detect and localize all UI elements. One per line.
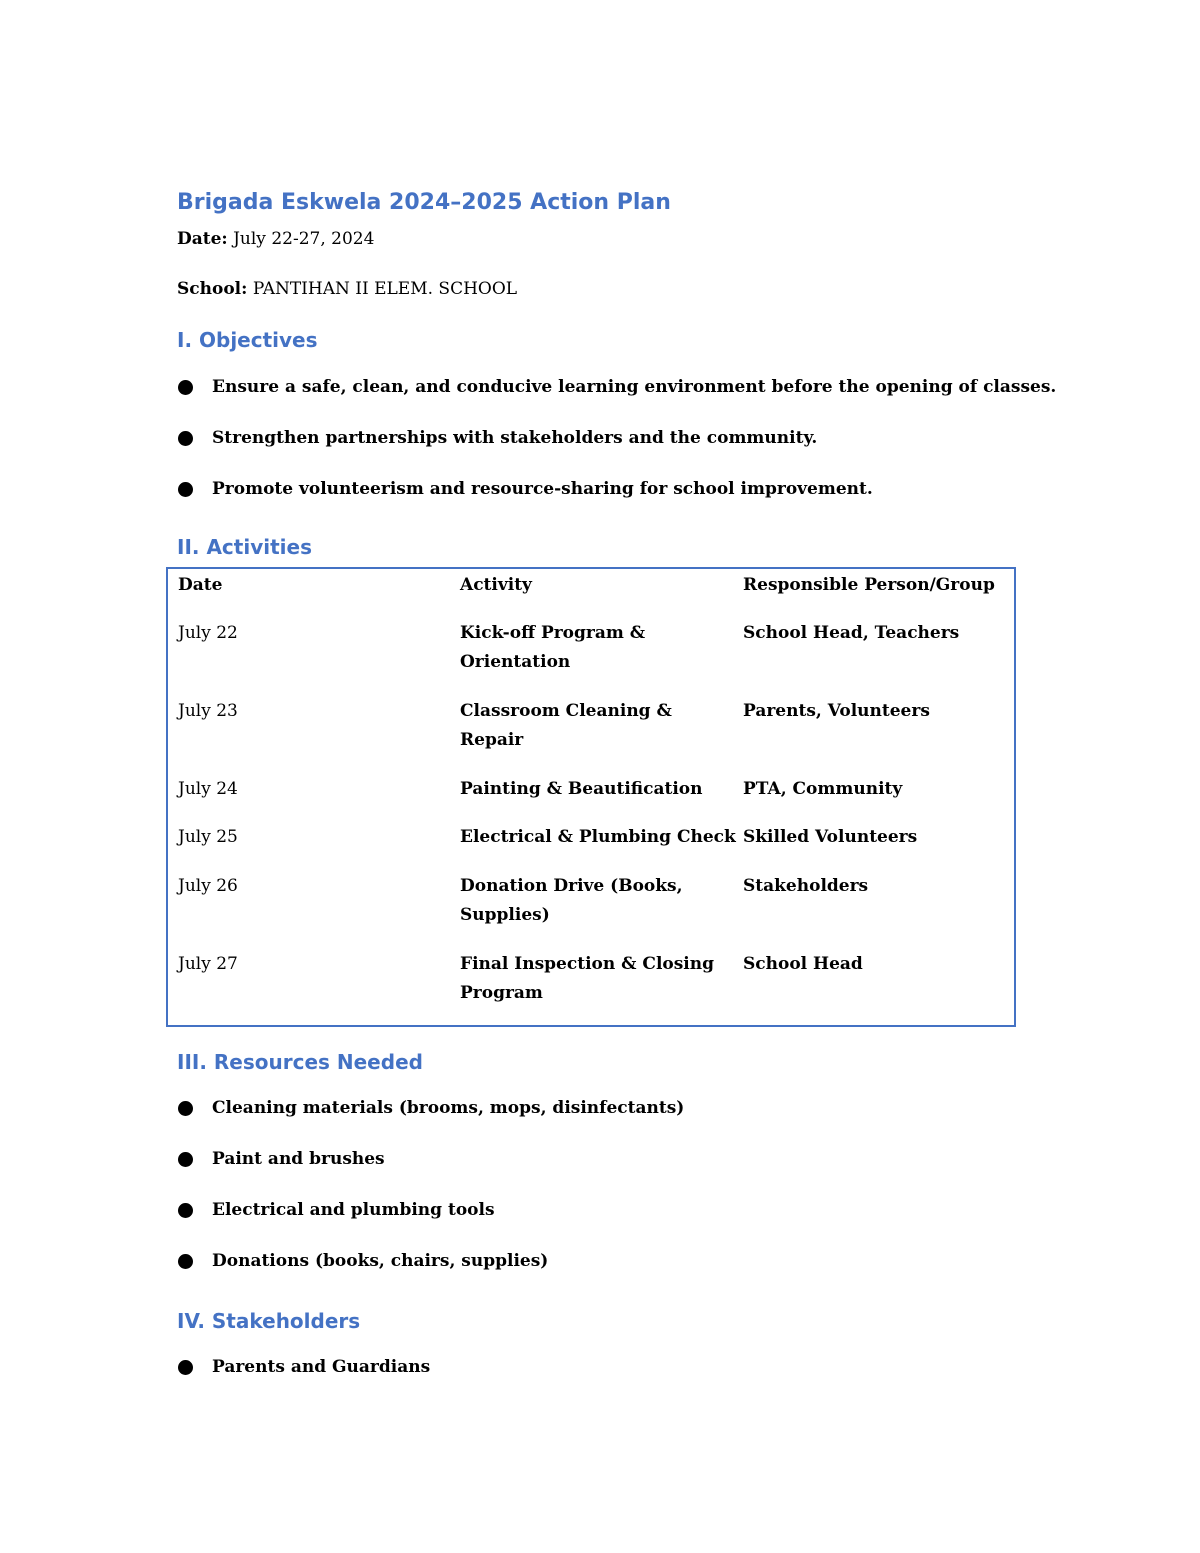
school-value: PANTIHAN II ELEM. SCHOOL [252,279,518,299]
row-date: July 23 [178,701,238,721]
bullet-icon [178,1152,193,1167]
objectives-heading: I. Objectives [177,328,318,352]
school-label: School: [177,279,248,299]
date-value: July 22-27, 2024 [233,229,375,249]
bullet-icon [178,431,193,446]
row-date: July 27 [178,954,238,974]
row-date: July 22 [178,623,238,643]
row-activity: Kick-off Program & [460,623,646,643]
bullet-icon [178,1203,193,1218]
row-activity: Orientation [460,652,571,672]
bullet-icon [178,1254,193,1269]
row-date: July 26 [178,876,238,896]
row-activity: Repair [460,730,524,750]
row-responsible: Skilled Volunteers [743,827,918,847]
resources-heading: III. Resources Needed [177,1050,423,1074]
column-header-activity: Activity [460,575,532,595]
row-date: July 25 [178,827,238,847]
bullet-icon [178,380,193,395]
stakeholders-heading: IV. Stakeholders [177,1309,361,1333]
row-activity: Program [460,983,543,1003]
row-activity: Donation Drive (Books, [460,876,683,896]
row-responsible: School Head, Teachers [743,623,960,643]
bullet-icon [178,482,193,497]
row-responsible: PTA, Community [743,779,903,799]
row-activity: Electrical & Plumbing Check [460,827,736,847]
activities-table [166,567,1016,1027]
row-responsible: School Head [743,954,863,974]
column-header-date: Date [178,575,223,595]
school-line [177,279,517,299]
document-page: Brigada Eskwela 2024–2025 Action Plan Date: July 22-27, 2024 School: PANTIHAN II ELEM. SCHOOL I. Objectives Ensure a safe, clean, and conducive learning environment before the opening of classes. Strengthen partnerships with stakeholders and the community. Promote volunteerism and resource-sharing for school improvement. II. Activities Date Activity Responsible Person/Group July 22 Kick-off Program & Orientation School Head, Teachers July 23 Classroom Cleaning & Repair Parents, Volunteers July 24 Painting & Beautification PTA, Community July 25 Electrical & Plumbing Check Skilled Volunteers July 26 Donation Drive (Books, Supplies) Stakeholders July 27 Final Inspection & Closing Program School Head III. Resources Needed Cleaning materials (brooms, mops, disinfectants) Paint and brushes Electrical and plumbing tools Donations (books, chairs, supplies) IV. Stakeholders Parents and Guardians [0,0,1200,1553]
row-activity: Classroom Cleaning & [460,701,672,721]
bullet-icon [178,1101,193,1116]
row-activity: Supplies) [460,905,550,925]
row-responsible: Stakeholders [743,876,869,896]
date-label: Date: [177,229,228,249]
document-title: Brigada Eskwela 2024–2025 Action Plan [177,190,671,215]
row-activity: Painting & Beautification [460,779,703,799]
row-activity: Final Inspection & Closing [460,954,715,974]
activities-heading: II. Activities [177,535,312,559]
column-header-responsible: Responsible Person/Group [743,575,995,595]
date-line [177,229,374,249]
row-date: July 24 [178,779,238,799]
row-responsible: Parents, Volunteers [743,701,930,721]
bullet-icon [178,1360,193,1375]
